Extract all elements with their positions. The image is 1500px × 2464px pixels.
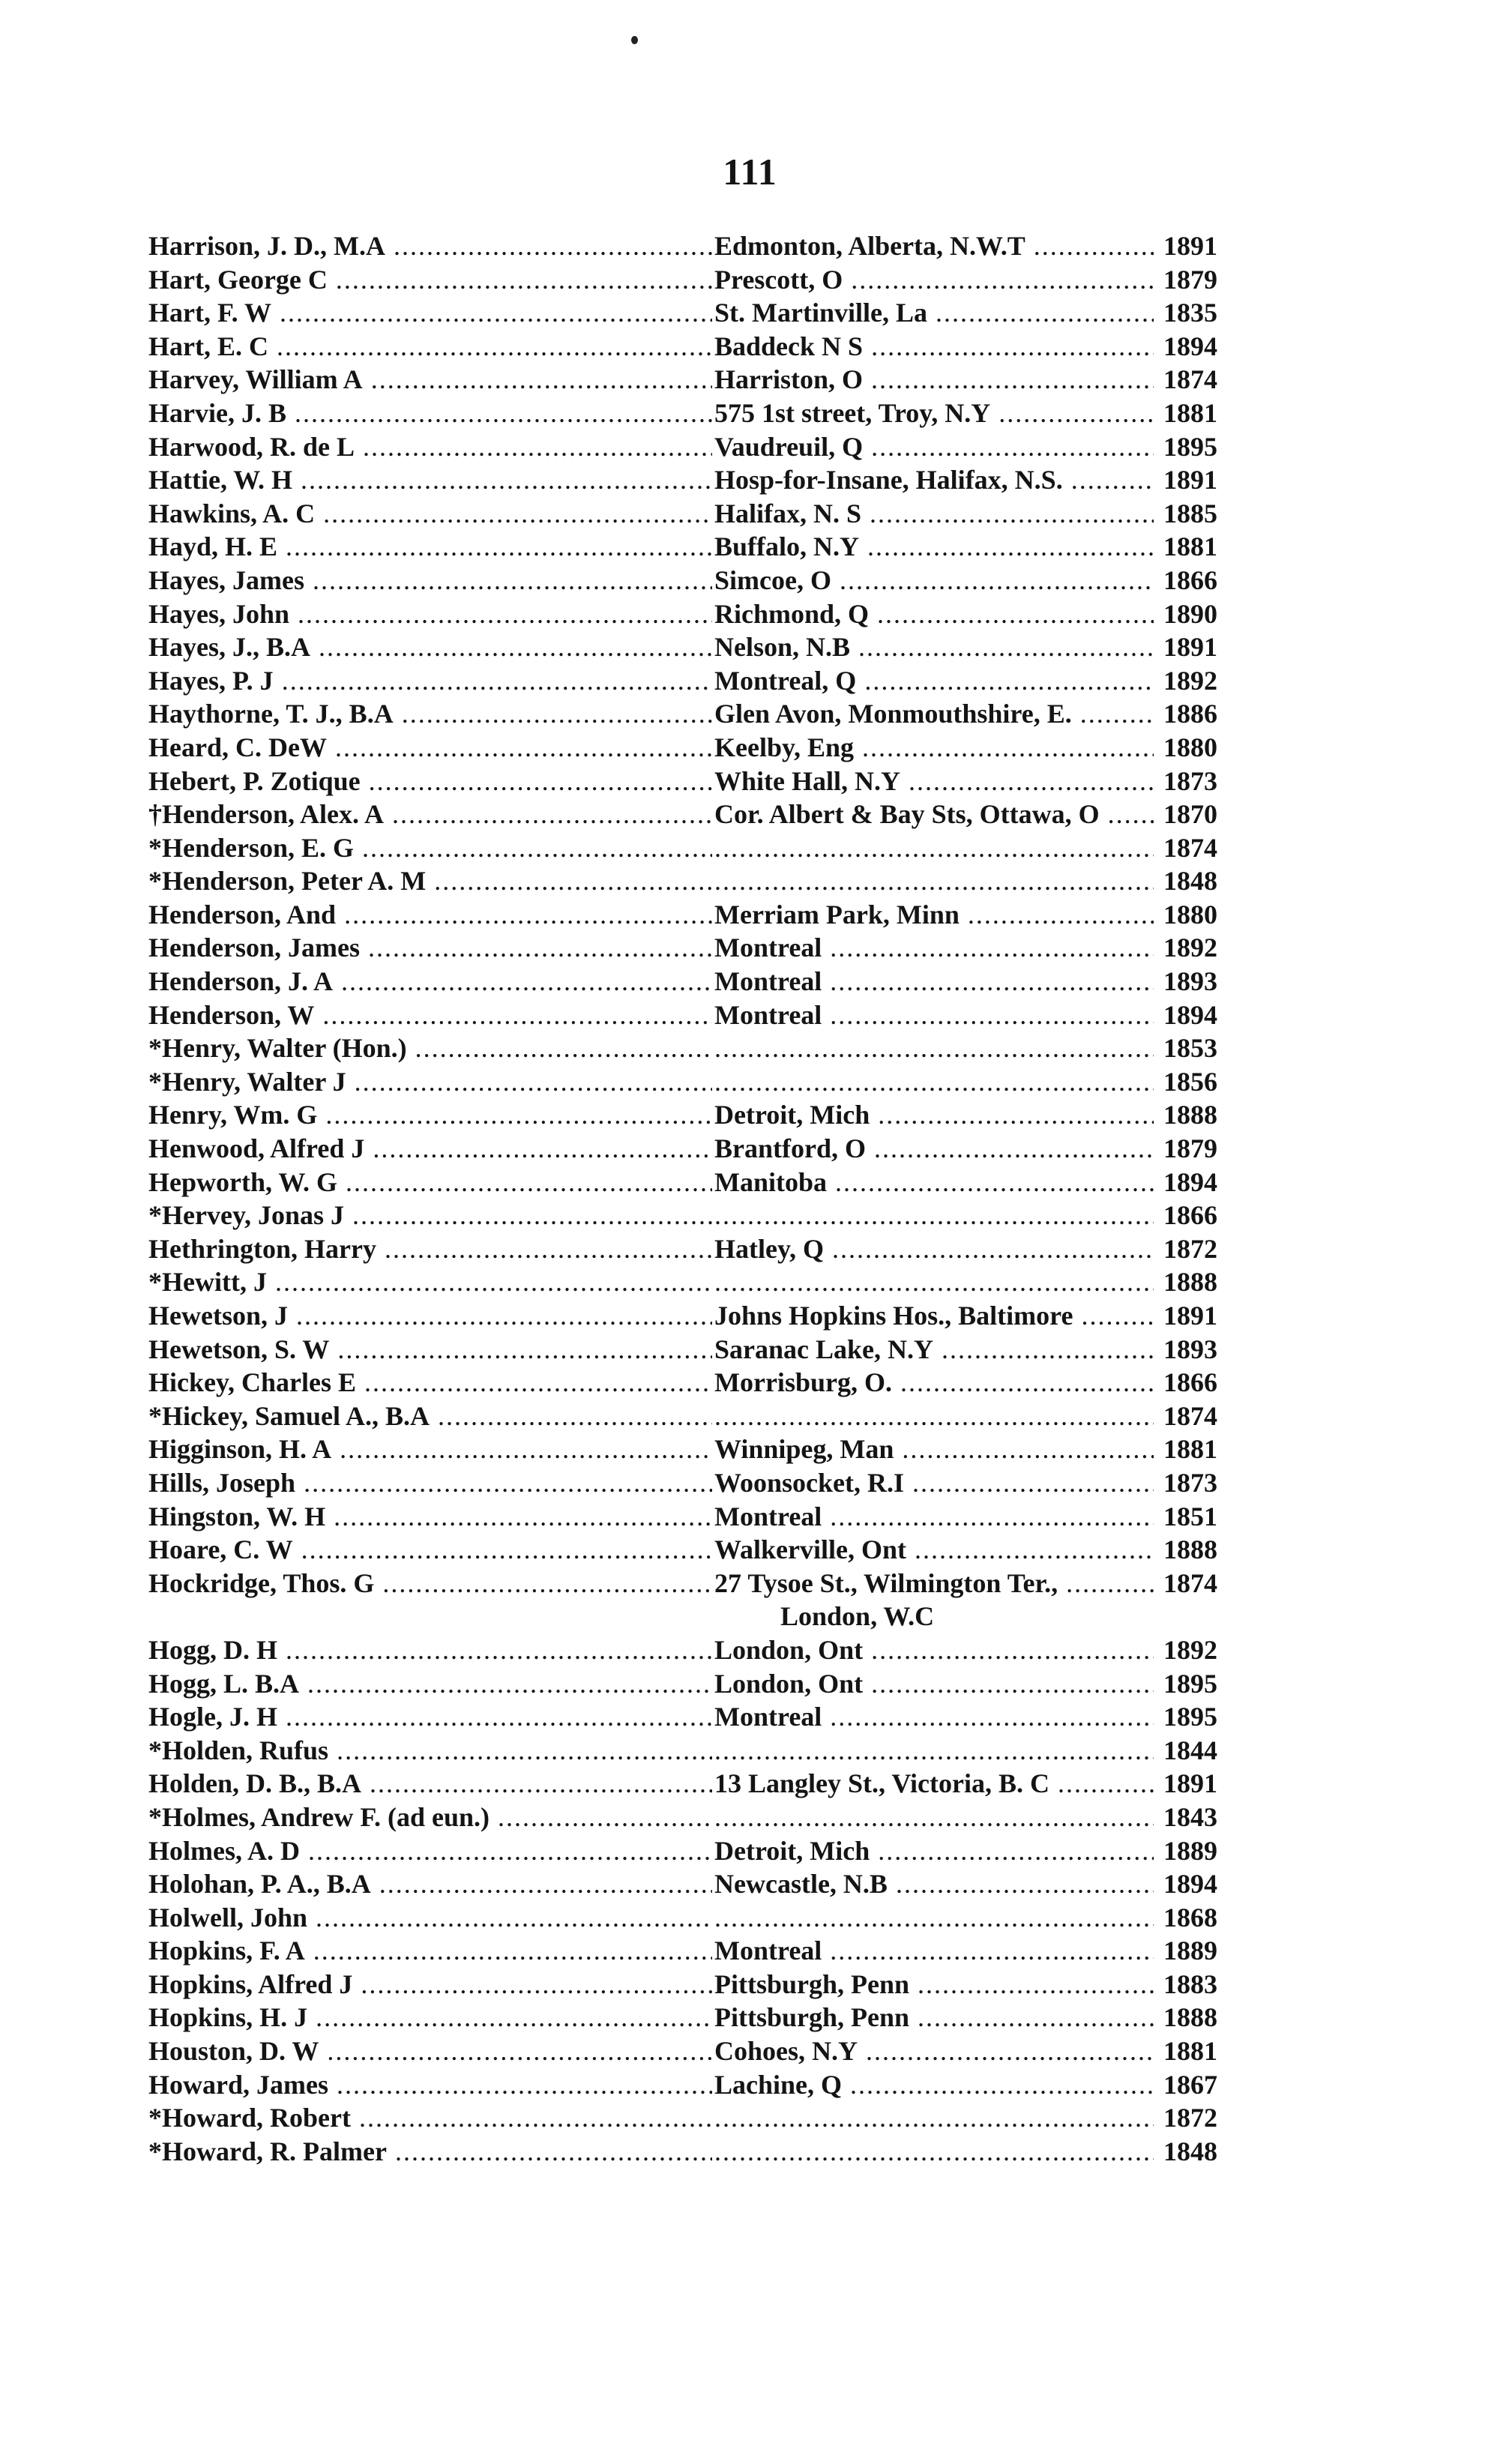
entry-year: 1844 — [1156, 1734, 1217, 1768]
entry-year: 1843 — [1156, 1801, 1217, 1834]
directory-entry — [148, 1667, 1217, 1701]
entry-year: 1874 — [1156, 1567, 1217, 1600]
entry-year: 1885 — [1156, 497, 1217, 531]
entry-place — [714, 2135, 1154, 2169]
directory-entry — [148, 229, 1217, 263]
entry-name: *Howard, Robert ..... — [148, 2101, 712, 2135]
entry-name: Harvey, William A ..... — [148, 363, 712, 397]
entry-year: 1879 — [1156, 1132, 1217, 1166]
directory-entry — [148, 463, 1217, 497]
entry-place: Pittsburgh, Penn ..... — [714, 1968, 1154, 2001]
directory-entry — [148, 998, 1217, 1032]
entry-year: 1872 — [1156, 2101, 1217, 2135]
entry-place: 575 1st street, Troy, N.Y ..... — [714, 397, 1154, 430]
entry-name: *Henderson, E. G ..... — [148, 831, 712, 865]
entry-place: Vaudreuil, Q ..... — [714, 430, 1154, 464]
entry-year: 1881 — [1156, 397, 1217, 430]
directory-entry — [148, 831, 1217, 865]
entry-place: London, Ont ..... — [714, 1633, 1154, 1667]
directory-entry — [148, 630, 1217, 664]
directory-entry — [148, 1166, 1217, 1199]
entry-year: 1853 — [1156, 1031, 1217, 1065]
entry-year: 1888 — [1156, 1098, 1217, 1132]
entry-year: 1868 — [1156, 1901, 1217, 1935]
entry-name: Hattie, W. H ..... — [148, 463, 712, 497]
directory-entry — [148, 430, 1217, 464]
entry-place — [714, 1031, 1154, 1065]
entry-year: 1874 — [1156, 363, 1217, 397]
entry-name: *Holmes, Andrew F. (ad eun.) ..... — [148, 1801, 712, 1834]
entry-name: *Hickey, Samuel A., B.A ..... — [148, 1400, 712, 1433]
entry-year: 1895 — [1156, 1700, 1217, 1734]
entry-place: Hatley, Q ..... — [714, 1232, 1154, 1266]
entry-place: St. Martinville, La ..... — [714, 296, 1154, 330]
entry-name: *Henry, Walter (Hon.) ..... — [148, 1031, 712, 1065]
entry-name: Hewetson, J ..... — [148, 1299, 712, 1333]
entry-place: White Hall, N.Y ..... — [714, 765, 1154, 798]
entry-place: Morrisburg, O. ..... — [714, 1366, 1154, 1400]
entry-place: Cohoes, N.Y ..... — [714, 2034, 1154, 2068]
entry-name: Henderson, James ..... — [148, 931, 712, 965]
directory-entry — [148, 330, 1217, 364]
page-number: 111 — [723, 151, 777, 193]
entry-place: Woonsocket, R.I ..... — [714, 1466, 1154, 1500]
directory-entry — [148, 1299, 1217, 1333]
directory-entry — [148, 1132, 1217, 1166]
directory-entry — [148, 1700, 1217, 1734]
entry-year: 1891 — [1156, 229, 1217, 263]
directory-entry — [148, 898, 1217, 932]
directory-entry — [148, 1734, 1217, 1768]
directory-entry — [148, 1265, 1217, 1299]
entry-name: Henry, Wm. G ..... — [148, 1098, 712, 1132]
entry-place: Nelson, N.B ..... — [714, 630, 1154, 664]
entry-place: Glen Avon, Monmouthshire, E. ..... — [714, 697, 1154, 731]
directory-entry — [148, 1834, 1217, 1868]
entry-name: Heard, C. DeW ..... — [148, 731, 712, 765]
directory-entry — [148, 1400, 1217, 1433]
entry-name: Howard, James ..... — [148, 2068, 712, 2102]
directory-entry — [148, 1433, 1217, 1466]
entry-name: Hayes, James ..... — [148, 564, 712, 597]
entry-name: *Holden, Rufus ..... — [148, 1734, 712, 1768]
entry-year: 1873 — [1156, 765, 1217, 798]
entry-place — [714, 1199, 1154, 1232]
directory-list — [148, 229, 1217, 2168]
directory-entry — [148, 931, 1217, 965]
entry-year: 1848 — [1156, 864, 1217, 898]
directory-entry — [148, 363, 1217, 397]
entry-place: Saranac Lake, N.Y ..... — [714, 1333, 1154, 1367]
entry-year: 1881 — [1156, 1433, 1217, 1466]
entry-place: Keelby, Eng ..... — [714, 731, 1154, 765]
entry-name: *Henderson, Peter A. M ..... — [148, 864, 712, 898]
directory-entry — [148, 2034, 1217, 2068]
entry-name: Hogle, J. H ..... — [148, 1700, 712, 1734]
directory-entry — [148, 1934, 1217, 1968]
entry-place: Montreal ..... — [714, 931, 1154, 965]
directory-entry — [148, 397, 1217, 430]
entry-year: 1889 — [1156, 1834, 1217, 1868]
directory-entry — [148, 1901, 1217, 1935]
entry-year: 1888 — [1156, 1533, 1217, 1567]
directory-entry — [148, 1801, 1217, 1834]
directory-entry — [148, 530, 1217, 564]
entry-place: Prescott, O ..... — [714, 263, 1154, 297]
entry-place — [714, 831, 1154, 865]
directory-entry — [148, 1533, 1217, 1567]
directory-entry — [148, 597, 1217, 631]
entry-name: Hills, Joseph ..... — [148, 1466, 712, 1500]
entry-name: Henderson, And ..... — [148, 898, 712, 932]
directory-entry — [148, 1232, 1217, 1266]
entry-place: Pittsburgh, Penn ..... — [714, 2001, 1154, 2034]
entry-name: Hayes, John ..... — [148, 597, 712, 631]
directory-entry — [148, 2001, 1217, 2034]
entry-name: Houston, D. W ..... — [148, 2034, 712, 2068]
entry-place-continued: London, W.C — [780, 1601, 935, 1632]
entry-year: 1866 — [1156, 1366, 1217, 1400]
entry-year: 1894 — [1156, 998, 1217, 1032]
entry-year: 1893 — [1156, 965, 1217, 998]
entry-year: 1874 — [1156, 1400, 1217, 1433]
entry-place: Montreal ..... — [714, 1500, 1154, 1534]
entry-name: Hoare, C. W ..... — [148, 1533, 712, 1567]
entry-place: Johns Hopkins Hos., Baltimore ..... — [714, 1299, 1154, 1333]
entry-place: Hosp-for-Insane, Halifax, N.S. ..... — [714, 463, 1154, 497]
entry-year: 1874 — [1156, 831, 1217, 865]
entry-place: Merriam Park, Minn ..... — [714, 898, 1154, 932]
directory-entry — [148, 1500, 1217, 1534]
entry-place — [714, 1734, 1154, 1768]
entry-name: Holmes, A. D ..... — [148, 1834, 712, 1868]
entry-name: Henwood, Alfred J ..... — [148, 1132, 712, 1166]
entry-year: 1891 — [1156, 630, 1217, 664]
entry-name: *Hervey, Jonas J ..... — [148, 1199, 712, 1232]
entry-year: 1892 — [1156, 1633, 1217, 1667]
entry-place: Montreal ..... — [714, 1700, 1154, 1734]
directory-entry — [148, 798, 1217, 831]
directory-entry — [148, 1767, 1217, 1801]
entry-place — [714, 1901, 1154, 1935]
directory-entry — [148, 1366, 1217, 1400]
entry-name: Hawkins, A. C ..... — [148, 497, 712, 531]
entry-name: *Henry, Walter J ..... — [148, 1065, 712, 1099]
entry-place: 27 Tysoe St., Wilmington Ter., ..... — [714, 1567, 1154, 1600]
entry-year: 1848 — [1156, 2135, 1217, 2169]
directory-entry — [148, 2135, 1217, 2169]
entry-name: Harvie, J. B ..... — [148, 397, 712, 430]
entry-name: Hayd, H. E ..... — [148, 530, 712, 564]
entry-year: 1866 — [1156, 1199, 1217, 1232]
directory-entry — [148, 296, 1217, 330]
entry-name: Harrison, J. D., M.A ..... — [148, 229, 712, 263]
entry-year: 1873 — [1156, 1466, 1217, 1500]
entry-name: Holohan, P. A., B.A ..... — [148, 1867, 712, 1901]
directory-entry — [148, 1567, 1217, 1633]
directory-entry — [148, 1031, 1217, 1065]
entry-place: Halifax, N. S ..... — [714, 497, 1154, 531]
entry-year: 1895 — [1156, 430, 1217, 464]
entry-name: Haythorne, T. J., B.A ..... — [148, 697, 712, 731]
directory-entry — [148, 497, 1217, 531]
entry-name: Hethrington, Harry ..... — [148, 1232, 712, 1266]
entry-place: Detroit, Mich ..... — [714, 1098, 1154, 1132]
entry-year: 1895 — [1156, 1667, 1217, 1701]
entry-name: Hingston, W. H ..... — [148, 1500, 712, 1534]
entry-name: Henderson, J. A ..... — [148, 965, 712, 998]
entry-year: 1856 — [1156, 1065, 1217, 1099]
entry-year: 1888 — [1156, 2001, 1217, 2034]
entry-place: Manitoba ..... — [714, 1166, 1154, 1199]
entry-place: Harriston, O ..... — [714, 363, 1154, 397]
entry-place: Montreal ..... — [714, 1934, 1154, 1968]
entry-place — [714, 1801, 1154, 1834]
entry-name: *Hewitt, J ..... — [148, 1265, 712, 1299]
entry-name: Hayes, J., B.A ..... — [148, 630, 712, 664]
directory-entry — [148, 564, 1217, 597]
entry-name: Hogg, D. H ..... — [148, 1633, 712, 1667]
entry-name: Hockridge, Thos. G ..... — [148, 1567, 712, 1600]
entry-place: Richmond, Q ..... — [714, 597, 1154, 631]
entry-name: Hayes, P. J ..... — [148, 664, 712, 698]
entry-name: Hewetson, S. W ..... — [148, 1333, 712, 1367]
entry-place: Montreal ..... — [714, 965, 1154, 998]
entry-year: 1892 — [1156, 664, 1217, 698]
entry-name: †Henderson, Alex. A ..... — [148, 798, 712, 831]
directory-entry — [148, 1633, 1217, 1667]
directory-entry — [148, 864, 1217, 898]
entry-year: 1891 — [1156, 1299, 1217, 1333]
entry-name: Hopkins, H. J ..... — [148, 2001, 712, 2034]
directory-entry — [148, 731, 1217, 765]
entry-name: Harwood, R. de L ..... — [148, 430, 712, 464]
entry-name: *Howard, R. Palmer ..... — [148, 2135, 712, 2169]
entry-year: 1879 — [1156, 263, 1217, 297]
entry-place: Montreal ..... — [714, 998, 1154, 1032]
entry-place: 13 Langley St., Victoria, B. C ..... — [714, 1767, 1154, 1801]
entry-name: Hopkins, Alfred J ..... — [148, 1968, 712, 2001]
entry-place: Simcoe, O ..... — [714, 564, 1154, 597]
entry-name: Hogg, L. B.A ..... — [148, 1667, 712, 1701]
directory-entry — [148, 263, 1217, 297]
entry-year: 1890 — [1156, 597, 1217, 631]
directory-entry — [148, 965, 1217, 998]
entry-place: Newcastle, N.B ..... — [714, 1867, 1154, 1901]
entry-year: 1880 — [1156, 898, 1217, 932]
entry-place: Detroit, Mich ..... — [714, 1834, 1154, 1868]
entry-name: Higginson, H. A ..... — [148, 1433, 712, 1466]
stray-ink-mark — [631, 36, 638, 44]
entry-place: London, Ont ..... — [714, 1667, 1154, 1701]
entry-year: 1892 — [1156, 931, 1217, 965]
entry-place: Baddeck N S ..... — [714, 330, 1154, 364]
directory-entry — [148, 1466, 1217, 1500]
directory-entry — [148, 664, 1217, 698]
entry-year: 1881 — [1156, 2034, 1217, 2068]
entry-name: Holden, D. B., B.A ..... — [148, 1767, 712, 1801]
entry-place: Brantford, O ..... — [714, 1132, 1154, 1166]
entry-year: 1894 — [1156, 330, 1217, 364]
entry-year: 1891 — [1156, 463, 1217, 497]
entry-year: 1851 — [1156, 1500, 1217, 1534]
entry-name: Holwell, John ..... — [148, 1901, 712, 1935]
entry-place: Buffalo, N.Y ..... — [714, 530, 1154, 564]
entry-year: 1893 — [1156, 1333, 1217, 1367]
entry-place: Walkerville, Ont ..... — [714, 1533, 1154, 1567]
entry-name: Hickey, Charles E ..... — [148, 1366, 712, 1400]
entry-year: 1867 — [1156, 2068, 1217, 2102]
entry-place: Montreal, Q ..... — [714, 664, 1154, 698]
entry-year: 1872 — [1156, 1232, 1217, 1266]
entry-year: 1889 — [1156, 1934, 1217, 1968]
entry-place: Lachine, Q ..... — [714, 2068, 1154, 2102]
entry-place: Cor. Albert & Bay Sts, Ottawa, O ..... — [714, 798, 1154, 831]
entry-name: Hart, F. W ..... — [148, 296, 712, 330]
entry-name: Hepworth, W. G ..... — [148, 1166, 712, 1199]
entry-name: Henderson, W ..... — [148, 998, 712, 1032]
entry-place — [714, 1400, 1154, 1433]
entry-place — [714, 864, 1154, 898]
entry-year: 1866 — [1156, 564, 1217, 597]
entry-year: 1894 — [1156, 1166, 1217, 1199]
entry-place — [714, 1265, 1154, 1299]
entry-place — [714, 2101, 1154, 2135]
entry-place: Edmonton, Alberta, N.W.T ..... — [714, 229, 1154, 263]
directory-entry — [148, 2101, 1217, 2135]
entry-year: 1835 — [1156, 296, 1217, 330]
entry-year: 1888 — [1156, 1265, 1217, 1299]
entry-name: Hopkins, F. A ..... — [148, 1934, 712, 1968]
entry-name: Hebert, P. Zotique ..... — [148, 765, 712, 798]
directory-entry — [148, 1867, 1217, 1901]
entry-year: 1891 — [1156, 1767, 1217, 1801]
directory-entry — [148, 1098, 1217, 1132]
directory-entry — [148, 2068, 1217, 2102]
entry-name: Hart, E. C ..... — [148, 330, 712, 364]
entry-name: Hart, George C ..... — [148, 263, 712, 297]
entry-place — [714, 1065, 1154, 1099]
entry-year: 1886 — [1156, 697, 1217, 731]
directory-entry — [148, 1968, 1217, 2001]
entry-year: 1880 — [1156, 731, 1217, 765]
entry-year: 1894 — [1156, 1867, 1217, 1901]
directory-entry — [148, 697, 1217, 731]
directory-entry — [148, 765, 1217, 798]
entry-year: 1870 — [1156, 798, 1217, 831]
directory-entry — [148, 1333, 1217, 1367]
entry-place: Winnipeg, Man ..... — [714, 1433, 1154, 1466]
entry-year: 1881 — [1156, 530, 1217, 564]
directory-entry — [148, 1199, 1217, 1232]
directory-entry — [148, 1065, 1217, 1099]
entry-year: 1883 — [1156, 1968, 1217, 2001]
